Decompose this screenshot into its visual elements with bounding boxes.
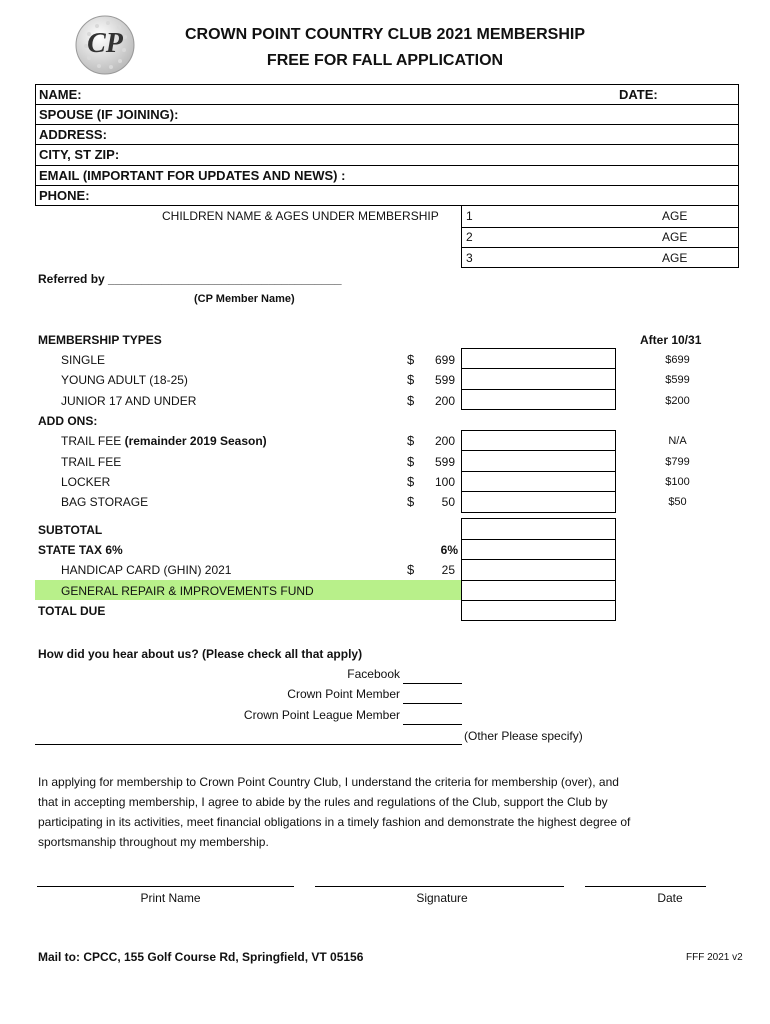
young-adult-label: YOUNG ADULT (18-25): [61, 373, 188, 387]
single-price: 699: [434, 353, 455, 367]
agreement-line-1: In applying for membership to Crown Point Country Club, I understand the criteria for membership (over), and: [38, 775, 619, 789]
young-adult-dollar: $: [407, 372, 415, 387]
single-dollar: $: [407, 352, 415, 367]
name-field[interactable]: NAME:: [39, 87, 82, 102]
agreement-line-3: participating in its activities, meet financial obligations in a timely fashion and demonstrate the highest degree of: [38, 815, 631, 829]
handicap-card-label: HANDICAP CARD (GHIN) 2021: [61, 563, 232, 577]
locker-price: 100: [434, 475, 455, 489]
other-specify-blank[interactable]: [35, 744, 462, 745]
city-field[interactable]: CITY, ST ZIP:: [39, 147, 120, 162]
child-row-2-age[interactable]: AGE: [662, 230, 688, 244]
child-row-3-num: 3: [466, 251, 473, 265]
facebook-option-label: Facebook: [347, 667, 400, 681]
form-subtitle: FREE FOR FALL APPLICATION: [266, 52, 504, 69]
add-ons-heading: ADD ONS:: [38, 414, 98, 428]
trail-fee-price: 599: [434, 455, 455, 469]
membership-types-heading: MEMBERSHIP TYPES: [38, 333, 162, 347]
agreement-line-4: sportsmanship throughout my membership.: [38, 835, 269, 849]
locker-dollar: $: [407, 474, 415, 489]
state-tax-value: 6%: [440, 543, 458, 557]
print-name-label: Print Name: [140, 891, 201, 905]
trail-fee-dollar: $: [407, 454, 415, 469]
date-label: Date: [657, 891, 683, 905]
trail-fee-remainder-bold-text: (remainder 2019 Season): [124, 434, 267, 448]
other-specify-label: (Other Please specify): [464, 729, 583, 743]
handicap-card-dollar: $: [407, 562, 415, 577]
child-row-1-num: 1: [466, 209, 473, 223]
junior-after-price: $200: [665, 395, 690, 407]
total-due-label: TOTAL DUE: [38, 604, 106, 618]
trail-fee-label: TRAIL FEE: [61, 455, 122, 469]
repair-fund-label: GENERAL REPAIR & IMPROVEMENTS FUND: [61, 584, 314, 598]
facebook-option-blank[interactable]: [403, 683, 462, 684]
locker-after: $100: [665, 476, 690, 488]
bag-storage-dollar: $: [407, 494, 415, 509]
membership-entry-box[interactable]: [461, 348, 616, 410]
trail-fee-remainder-price: 200: [434, 434, 455, 448]
child-row-3-age[interactable]: AGE: [662, 251, 688, 265]
cp-member-option-blank[interactable]: [403, 703, 462, 704]
trail-fee-remainder-text: TRAIL FEE: [61, 434, 122, 448]
junior-label: JUNIOR 17 AND UNDER: [61, 394, 197, 408]
trail-fee-after: $799: [665, 456, 690, 468]
subtotal-label: SUBTOTAL: [38, 523, 103, 537]
referred-by-sublabel: (CP Member Name): [194, 293, 295, 305]
logo-monogram: CP: [87, 28, 123, 59]
member-info-box: [35, 84, 739, 206]
bag-storage-price: 50: [441, 495, 455, 509]
bag-storage-label: BAG STORAGE: [61, 495, 149, 509]
form-version: FFF 2021 v2: [686, 952, 743, 963]
mail-to-address: Mail to: CPCC, 155 Golf Course Rd, Springfield, VT 05156: [38, 950, 364, 964]
children-table: [461, 206, 739, 268]
handicap-card-price: 25: [441, 563, 455, 577]
agreement-line-2: that in accepting membership, I agree to abide by the rules and regulations of the Club, support the Club by: [38, 795, 608, 809]
trail-fee-remainder-dollar: $: [407, 433, 415, 448]
referred-by-field[interactable]: Referred by ___________________________________: [38, 272, 342, 286]
junior-price: 200: [434, 394, 455, 408]
young-adult-price: 599: [434, 373, 455, 387]
young-adult-after-price: $599: [665, 374, 690, 386]
trail-fee-remainder-label: [61, 434, 267, 448]
single-label: SINGLE: [61, 353, 106, 367]
cp-member-option-label: Crown Point Member: [287, 687, 400, 701]
form-title: CROWN POINT COUNTRY CLUB 2021 MEMBERSHIP: [184, 26, 586, 43]
cp-league-option-label: Crown Point League Member: [243, 708, 400, 722]
spouse-field[interactable]: SPOUSE (IF JOINING):: [39, 107, 179, 122]
child-row-1-age[interactable]: AGE: [662, 209, 688, 223]
cp-league-option-blank[interactable]: [403, 724, 462, 725]
signature-label: Signature: [416, 891, 468, 905]
signature-line[interactable]: [315, 886, 564, 887]
single-after-price: $699: [665, 354, 690, 366]
children-label: CHILDREN NAME & AGES UNDER MEMBERSHIP: [162, 209, 439, 223]
junior-dollar: $: [407, 393, 415, 408]
date-field[interactable]: DATE:: [619, 87, 658, 102]
print-name-line[interactable]: [37, 886, 294, 887]
address-field[interactable]: ADDRESS:: [39, 127, 107, 142]
locker-label: LOCKER: [61, 475, 111, 489]
state-tax-label: STATE TAX 6%: [38, 543, 123, 557]
phone-field[interactable]: PHONE:: [39, 188, 90, 203]
how-did-you-hear-question: How did you hear about us? (Please check all that apply): [38, 647, 363, 661]
after-date-heading: After 10/31: [640, 333, 702, 347]
totals-entry-box[interactable]: [461, 518, 616, 621]
trail-fee-remainder-after: N/A: [668, 435, 687, 447]
email-field[interactable]: EMAIL (IMPORTANT FOR UPDATES AND NEWS) :: [39, 168, 346, 183]
bag-storage-after: $50: [668, 496, 687, 508]
child-row-2-num: 2: [466, 230, 473, 244]
date-line[interactable]: [585, 886, 706, 887]
